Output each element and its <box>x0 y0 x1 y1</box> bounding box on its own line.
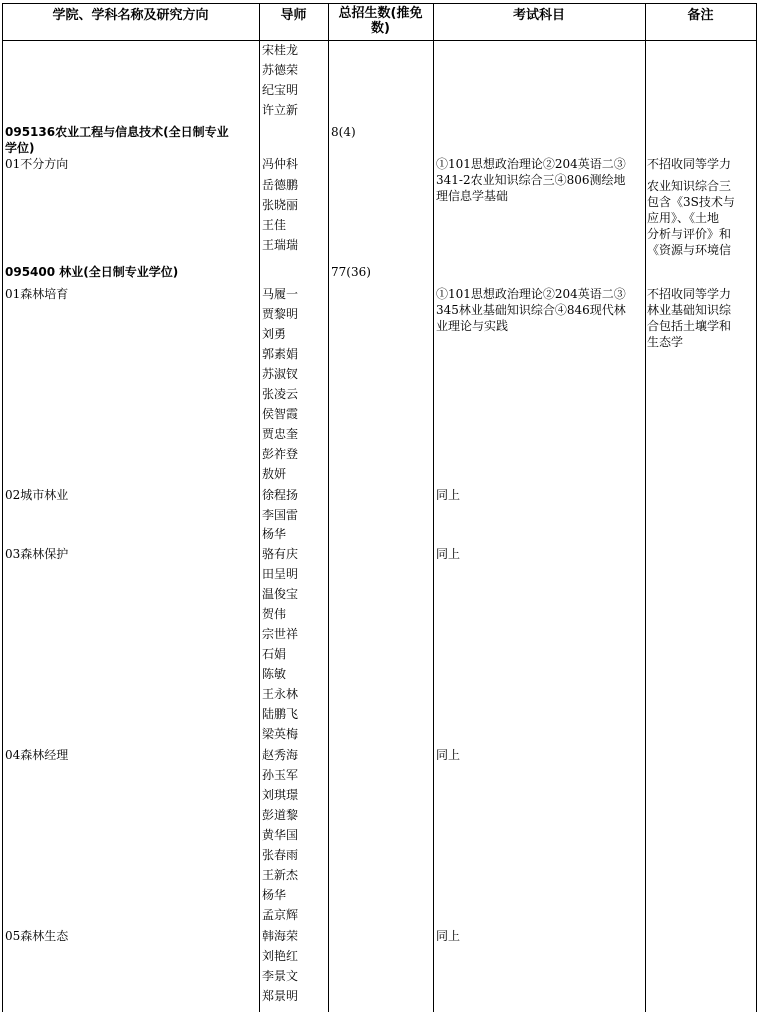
advisor-name: 王佳 <box>262 218 287 232</box>
advisor-name: 纪宝明 <box>262 83 299 97</box>
advisor-name: 敖妍 <box>262 467 287 481</box>
header-col-quota-line1: 总招生数(推免 <box>338 6 423 21</box>
exam-subjects: 同上 <box>436 488 461 502</box>
advisor-name: 贾黎明 <box>262 307 299 321</box>
advisor-name: 徐程扬 <box>262 488 299 502</box>
exam-subjects: ①101思想政治理论②204英语二③ <box>436 157 626 171</box>
header-col-advisor: 导师 <box>280 8 307 23</box>
advisor-name: 宋桂龙 <box>262 43 299 57</box>
exam-subjects: 同上 <box>436 748 461 762</box>
direction-name: 01森林培育 <box>5 287 69 301</box>
exam-subjects: ①101思想政治理论②204英语二③ <box>436 287 626 301</box>
exam-subjects: 同上 <box>436 929 461 943</box>
advisor-name: 孟京辉 <box>262 908 299 922</box>
advisor-name: 马履一 <box>262 287 299 301</box>
advisor-name: 黄华国 <box>262 828 299 842</box>
col-divider-2 <box>328 3 329 1012</box>
advisor-name: 骆有庆 <box>262 547 299 561</box>
advisor-name: 刘勇 <box>262 327 287 341</box>
advisor-name: 田呈明 <box>262 567 299 581</box>
exam-subjects-cont: 341-2农业知识综合三④806测绘地 <box>436 173 626 187</box>
header-col-exam: 考试科目 <box>512 8 565 23</box>
advisor-name: 杨华 <box>262 888 287 902</box>
note-text: 分析与评价》和 <box>647 227 732 241</box>
advisor-name: 刘琪璟 <box>262 788 299 802</box>
advisor-name: 贺伟 <box>262 607 287 621</box>
advisor-name: 郭素娟 <box>262 347 299 361</box>
advisor-name: 彭道黎 <box>262 808 299 822</box>
exam-subjects: 同上 <box>436 547 461 561</box>
program-title-cont: 学位) <box>5 141 35 155</box>
direction-name: 02城市林业 <box>5 488 69 502</box>
advisor-name: 王新杰 <box>262 868 299 882</box>
advisor-name: 张春雨 <box>262 848 299 862</box>
program-title: 095400 林业(全日制专业学位) <box>5 265 179 279</box>
table-top-border <box>2 3 757 4</box>
note-text: 《资源与环境信 <box>647 243 732 257</box>
advisor-name: 李国雷 <box>262 508 299 522</box>
header-col-quota-line2: 数) <box>371 21 390 36</box>
advisor-name: 侯智霞 <box>262 407 299 421</box>
note-text: 合包括土壤学和 <box>647 319 732 333</box>
direction-name: 05森林生态 <box>5 929 69 943</box>
program-quota: 8(4) <box>331 125 356 139</box>
advisor-name: 彭祚登 <box>262 447 299 461</box>
direction-name: 03森林保护 <box>5 547 69 561</box>
col-divider-right <box>756 3 757 1012</box>
advisor-name: 宗世祥 <box>262 627 299 641</box>
header-bottom-border <box>2 40 757 41</box>
advisor-name: 陆鹏飞 <box>262 707 299 721</box>
advisor-name: 刘艳红 <box>262 949 299 963</box>
advisor-name: 梁英梅 <box>262 727 299 741</box>
program-title: 095136农业工程与信息技术(全日制专业 <box>5 125 229 139</box>
col-divider-4 <box>645 3 646 1012</box>
advisor-name: 李景文 <box>262 969 299 983</box>
advisor-name: 王瑞瑞 <box>262 238 299 252</box>
note-text: 应用》、《土地 <box>647 211 720 225</box>
advisor-name: 苏淑钗 <box>262 367 299 381</box>
advisor-name: 赵秀海 <box>262 748 299 762</box>
advisor-name: 张凌云 <box>262 387 299 401</box>
advisor-name: 郑景明 <box>262 989 299 1003</box>
note-text: 生态学 <box>647 335 684 349</box>
advisor-name: 苏德荣 <box>262 63 299 77</box>
exam-subjects-cont: 345林业基础知识综合④846现代林 <box>436 303 626 317</box>
col-divider-3 <box>433 3 434 1012</box>
advisor-name: 王永林 <box>262 687 299 701</box>
advisor-name: 张晓丽 <box>262 198 299 212</box>
note-text: 包含《3S技术与 <box>647 195 735 209</box>
advisor-name: 韩海荣 <box>262 929 299 943</box>
advisor-name: 陈敏 <box>262 667 287 681</box>
note-text: 林业基础知识综 <box>647 303 732 317</box>
exam-subjects-cont: 业理论与实践 <box>436 319 509 333</box>
note-text: 不招收同等学力 <box>647 157 732 171</box>
advisor-name: 杨华 <box>262 527 287 541</box>
note-text: 不招收同等学力 <box>647 287 732 301</box>
advisor-name: 冯仲科 <box>262 157 299 171</box>
advisor-name: 贾忠奎 <box>262 427 299 441</box>
advisor-name: 许立新 <box>262 103 299 117</box>
col-divider-1 <box>259 3 260 1012</box>
direction-name: 04森林经理 <box>5 748 69 762</box>
header-col-program: 学院、学科名称及研究方向 <box>52 8 209 23</box>
advisor-name: 孙玉军 <box>262 768 299 782</box>
advisor-name: 石娟 <box>262 647 287 661</box>
advisor-name: 岳德鹏 <box>262 178 299 192</box>
header-col-note: 备注 <box>687 8 714 23</box>
advisor-name: 温俊宝 <box>262 587 299 601</box>
program-quota: 77(36) <box>331 265 371 279</box>
note-text: 农业知识综合三 <box>647 179 732 193</box>
col-divider-left <box>2 3 3 1012</box>
exam-subjects-cont: 理信息学基础 <box>436 189 509 203</box>
direction-name: 01不分方向 <box>5 157 69 171</box>
